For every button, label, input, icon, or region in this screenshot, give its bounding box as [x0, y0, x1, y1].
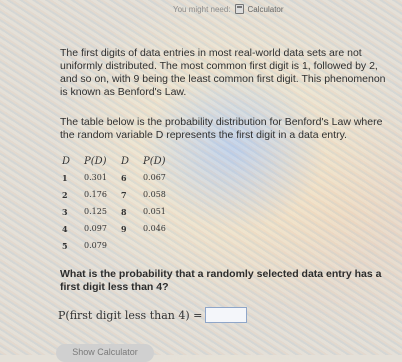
cell-digit: 6: [120, 172, 127, 183]
intro-paragraph-1: The first digits of data entries in most real-world data sets are not uniformly distributed. The most common first digit is 1, followed by 2, and so on, with 9 being the least common first digit. This phenomenon is known as Benford's Law.: [60, 47, 386, 98]
cell-prob: 0.176: [84, 190, 107, 199]
table-row: [56, 169, 174, 186]
header-pd-2: P(D): [142, 155, 166, 167]
cell-digit: 7: [120, 189, 127, 200]
calculator-hint: [173, 4, 284, 14]
cell-prob: 0.125: [84, 207, 107, 216]
cell-prob: 0.051: [142, 207, 166, 216]
cell-digit: 5: [62, 240, 68, 251]
cell-prob: 0.097: [84, 224, 107, 233]
header-d-1: D: [62, 155, 71, 167]
cell-digit: 3: [62, 206, 68, 217]
answer-row: [58, 307, 247, 323]
probability-table: [56, 153, 174, 254]
cell-prob: 0.058: [142, 190, 166, 199]
cell-prob: 0.046: [142, 224, 166, 233]
cell-prob: 0.067: [142, 173, 166, 182]
cell-digit: 4: [62, 223, 68, 234]
cell-prob: 0.079: [84, 241, 107, 250]
cell-digit: 2: [62, 189, 68, 200]
cell-digit: 8: [120, 206, 127, 217]
cell-digit: [115, 237, 137, 254]
header-d-2: D: [120, 155, 129, 167]
answer-label: P(first digit less than 4) =: [58, 308, 203, 322]
table-row: [56, 203, 174, 220]
calculator-link[interactable]: Calculator: [247, 4, 284, 14]
answer-input[interactable]: [205, 307, 247, 323]
cell-digit: 1: [62, 172, 68, 183]
hint-prefix: You might need:: [173, 4, 231, 14]
calculator-icon: [235, 4, 244, 14]
table-row: [56, 186, 174, 203]
intro-paragraph-2: The table below is the probability distribution for Benford's Law where the random variable D represents the first digit in a data entry.: [60, 116, 383, 141]
show-calculator-button[interactable]: Show Calculator: [56, 344, 154, 362]
table-row: [56, 237, 174, 254]
cell-digit: 9: [120, 223, 127, 234]
question-text: What is the probability that a randomly selected data entry has a first digit less than 4?: [60, 268, 382, 293]
table-row: [56, 220, 174, 237]
cell-prob: [137, 237, 174, 254]
table-header-row: [56, 153, 174, 169]
header-pd-1: P(D): [84, 155, 107, 167]
cell-prob: 0.301: [84, 173, 107, 182]
